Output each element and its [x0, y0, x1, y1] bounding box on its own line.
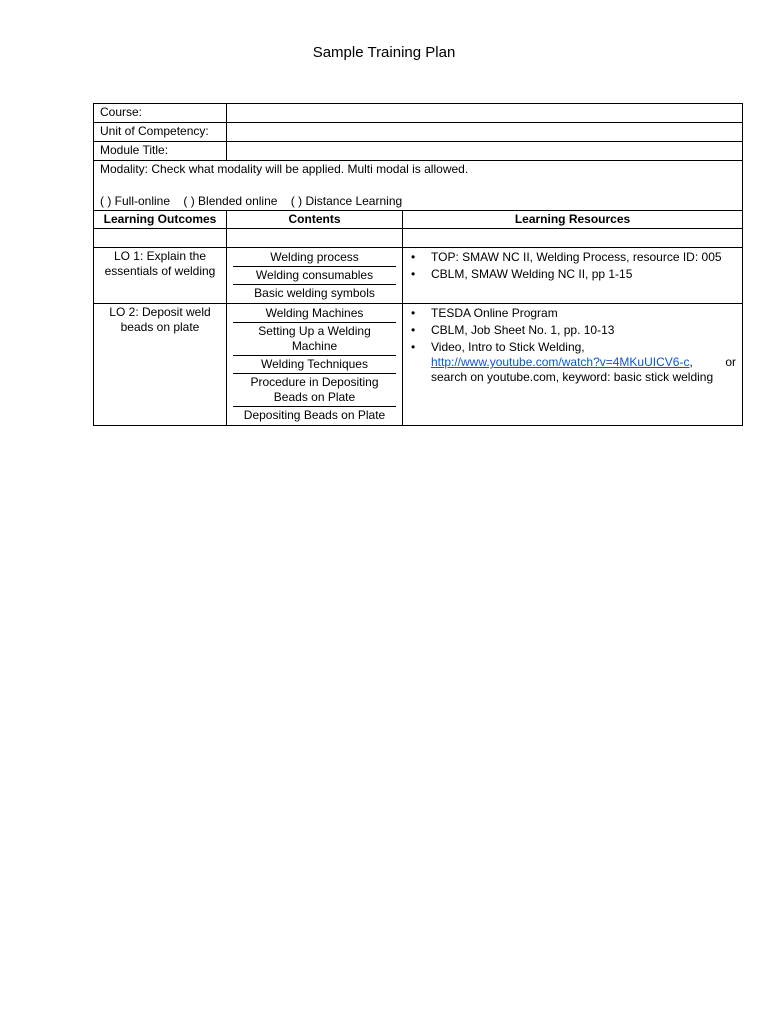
header-learning-resources: Learning Resources	[403, 211, 743, 229]
modality-cell	[94, 161, 743, 211]
learning-outcome: LO 1: Explain the essentials of welding	[94, 248, 227, 304]
resource-item: • TESDA Online Program	[431, 306, 736, 321]
empty-row	[94, 229, 743, 248]
option-blended-online: ( ) Blended online	[183, 194, 278, 208]
outcome-row	[94, 248, 743, 304]
empty-cell	[227, 229, 403, 248]
unit-of-competency-value	[227, 123, 743, 142]
module-title-row	[94, 142, 743, 161]
youtube-link[interactable]: http://www.youtube.com/watch?v=4MKuUICV6-c	[431, 355, 690, 369]
option-distance-learning: ( ) Distance Learning	[290, 194, 403, 208]
document-title: Sample Training Plan	[312, 44, 456, 61]
module-title-value	[227, 142, 743, 161]
content-item: Procedure in Depositing Beads on Plate	[233, 374, 396, 407]
course-value	[227, 104, 743, 123]
course-label: Course:	[94, 104, 227, 123]
resources-cell	[403, 248, 743, 304]
resource-video-text: Video, Intro to Stick Welding,	[431, 340, 585, 354]
training-plan-table	[93, 103, 743, 426]
resource-item-video	[431, 340, 736, 385]
resource-list	[409, 250, 736, 282]
resource-list	[409, 306, 736, 385]
content-item: Basic welding symbols	[254, 286, 375, 300]
option-full-online: ( ) Full-online	[100, 194, 171, 208]
content-item: Setting Up a Welding Machine	[233, 323, 396, 356]
modality-row	[94, 161, 743, 211]
content-item: Welding Machines	[233, 305, 396, 323]
contents-cell	[227, 304, 403, 426]
content-item: Depositing Beads on Plate	[243, 408, 386, 422]
resource-item: • CBLM, Job Sheet No. 1, pp. 10-13	[431, 323, 736, 338]
module-title-label: Module Title:	[94, 142, 227, 161]
contents-cell	[227, 248, 403, 304]
header-learning-outcomes: Learning Outcomes	[94, 211, 227, 229]
modality-prompt: Modality: Check what modality will be applied. Multi modal is allowed.	[100, 162, 469, 176]
empty-cell	[94, 229, 227, 248]
resources-cell	[403, 304, 743, 426]
unit-of-competency-row	[94, 123, 743, 142]
resource-item: • TOP: SMAW NC II, Welding Process, resource ID: 005	[431, 250, 736, 265]
content-item: Welding process	[233, 249, 396, 267]
outcome-row	[94, 304, 743, 426]
course-row	[94, 104, 743, 123]
learning-outcome: LO 2: Deposit weld beads on plate	[94, 304, 227, 426]
resource-video-after: , or search on youtube.com, keyword: basic stick welding	[431, 355, 736, 384]
resource-item: • CBLM, SMAW Welding NC II, pp 1-15	[431, 267, 736, 282]
content-item: Welding consumables	[233, 267, 396, 285]
content-item: Welding Techniques	[233, 356, 396, 374]
empty-cell	[403, 229, 743, 248]
column-header-row	[94, 211, 743, 229]
unit-of-competency-label: Unit of Competency:	[94, 123, 227, 142]
header-contents: Contents	[227, 211, 403, 229]
